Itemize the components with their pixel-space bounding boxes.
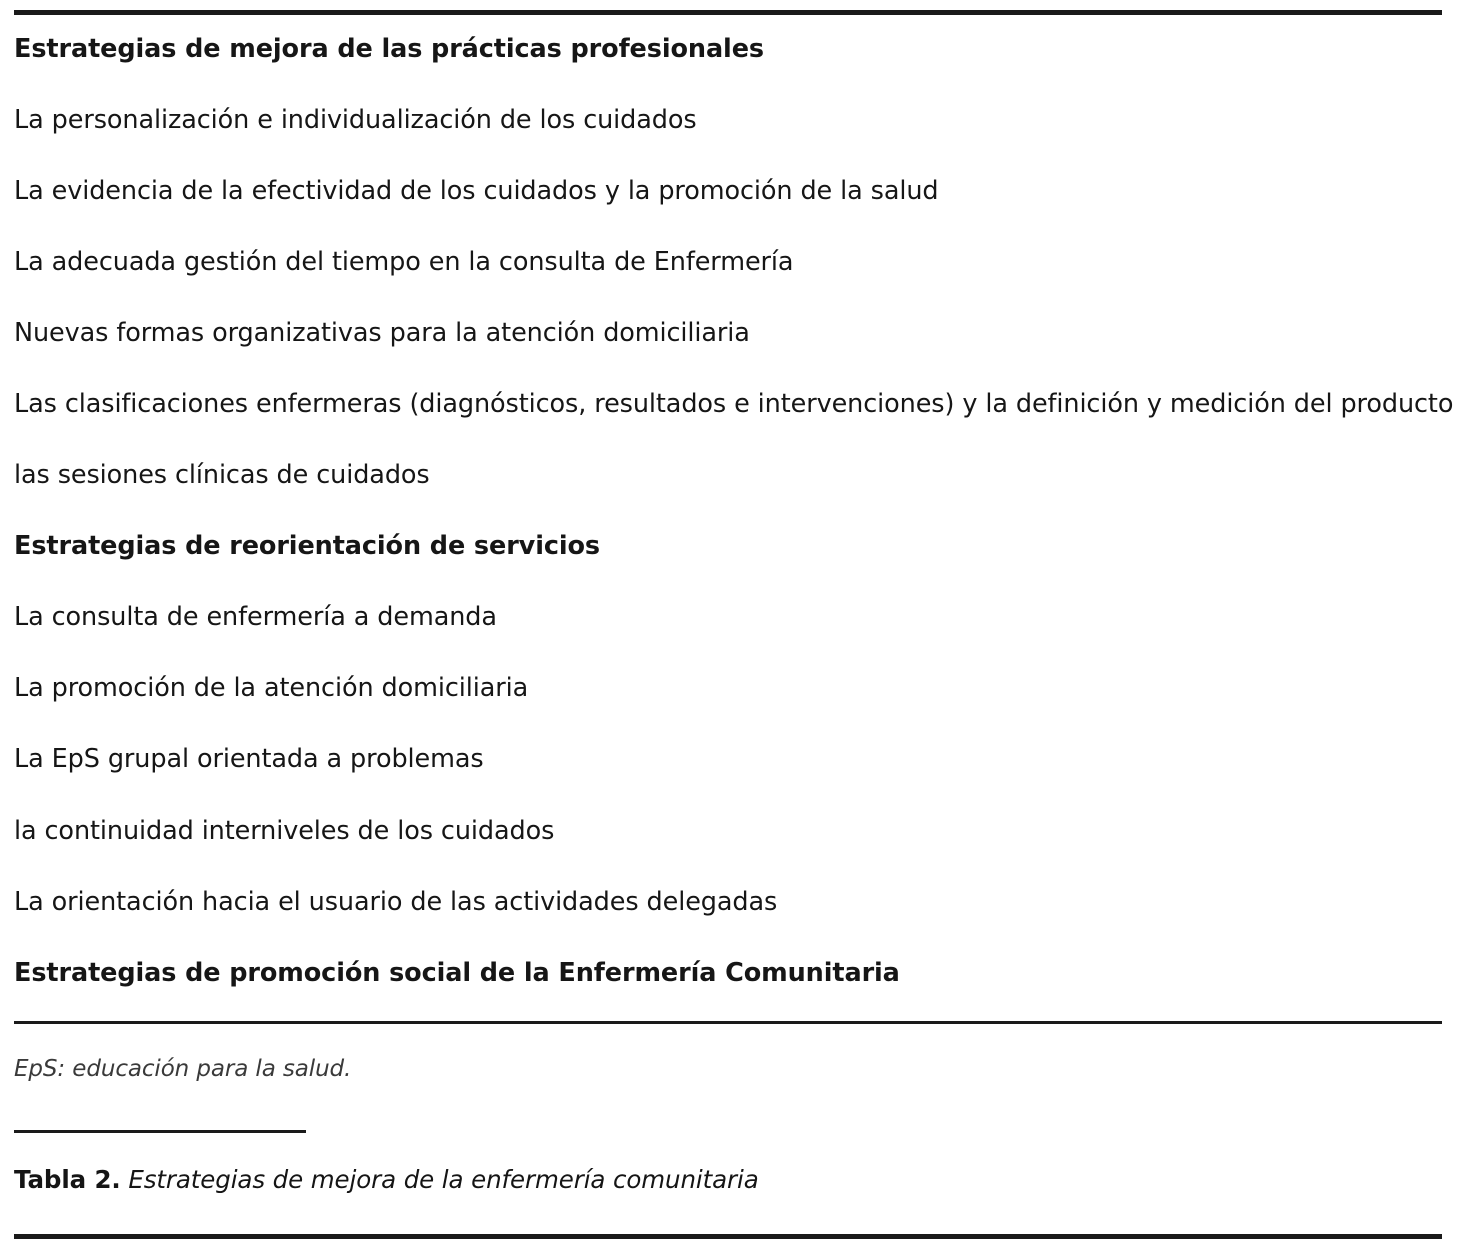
table-row: Nuevas formas organizativas para la atención domiciliaria — [14, 318, 750, 349]
table-row: las sesiones clínicas de cuidados — [14, 460, 430, 491]
table-row: La personalización e individualización de los cuidados — [14, 105, 697, 136]
caption-label: Tabla 2. — [14, 1164, 121, 1194]
spacer — [14, 1194, 1442, 1234]
table-footnote: EpS: educación para la salud. — [14, 1055, 352, 1082]
table-body — [14, 34, 1454, 1021]
table-row: La promoción de la atención domiciliaria — [14, 673, 529, 704]
table-mid-rule — [14, 1021, 1442, 1024]
table-row: La consulta de enfermería a demanda — [14, 602, 497, 633]
section-heading-3: Estrategias de promoción social de la Enfermería Comunitaria — [14, 957, 900, 988]
table-row: la continuidad interniveles de los cuidados — [14, 815, 555, 846]
table-bottom-rule — [14, 1234, 1442, 1239]
spacer — [14, 1082, 1442, 1130]
spacer — [14, 987, 1442, 1021]
table-row: La evidencia de la efectividad de los cuidados y la promoción de la salud — [14, 176, 939, 207]
table-row: La orientación hacia el usuario de las actividades delegadas — [14, 886, 778, 917]
section-heading-1: Estrategias de mejora de las prácticas profesionales — [14, 34, 764, 64]
table-caption — [14, 1165, 1442, 1194]
table-row: Las clasificaciones enfermeras (diagnósticos, resultados e intervenciones) y la definición y medición del producto — [14, 389, 1454, 420]
spacer — [14, 1133, 1442, 1165]
caption-text: Estrategias de mejora de la enfermería comunitaria — [120, 1164, 759, 1194]
table-row: La adecuada gestión del tiempo en la consulta de Enfermería — [14, 247, 794, 278]
section-heading-2: Estrategias de reorientación de servicios — [14, 531, 600, 562]
table-row: La EpS grupal orientada a problemas — [14, 744, 484, 775]
table-figure — [0, 10, 1460, 1215]
table-top-rule — [14, 10, 1442, 15]
